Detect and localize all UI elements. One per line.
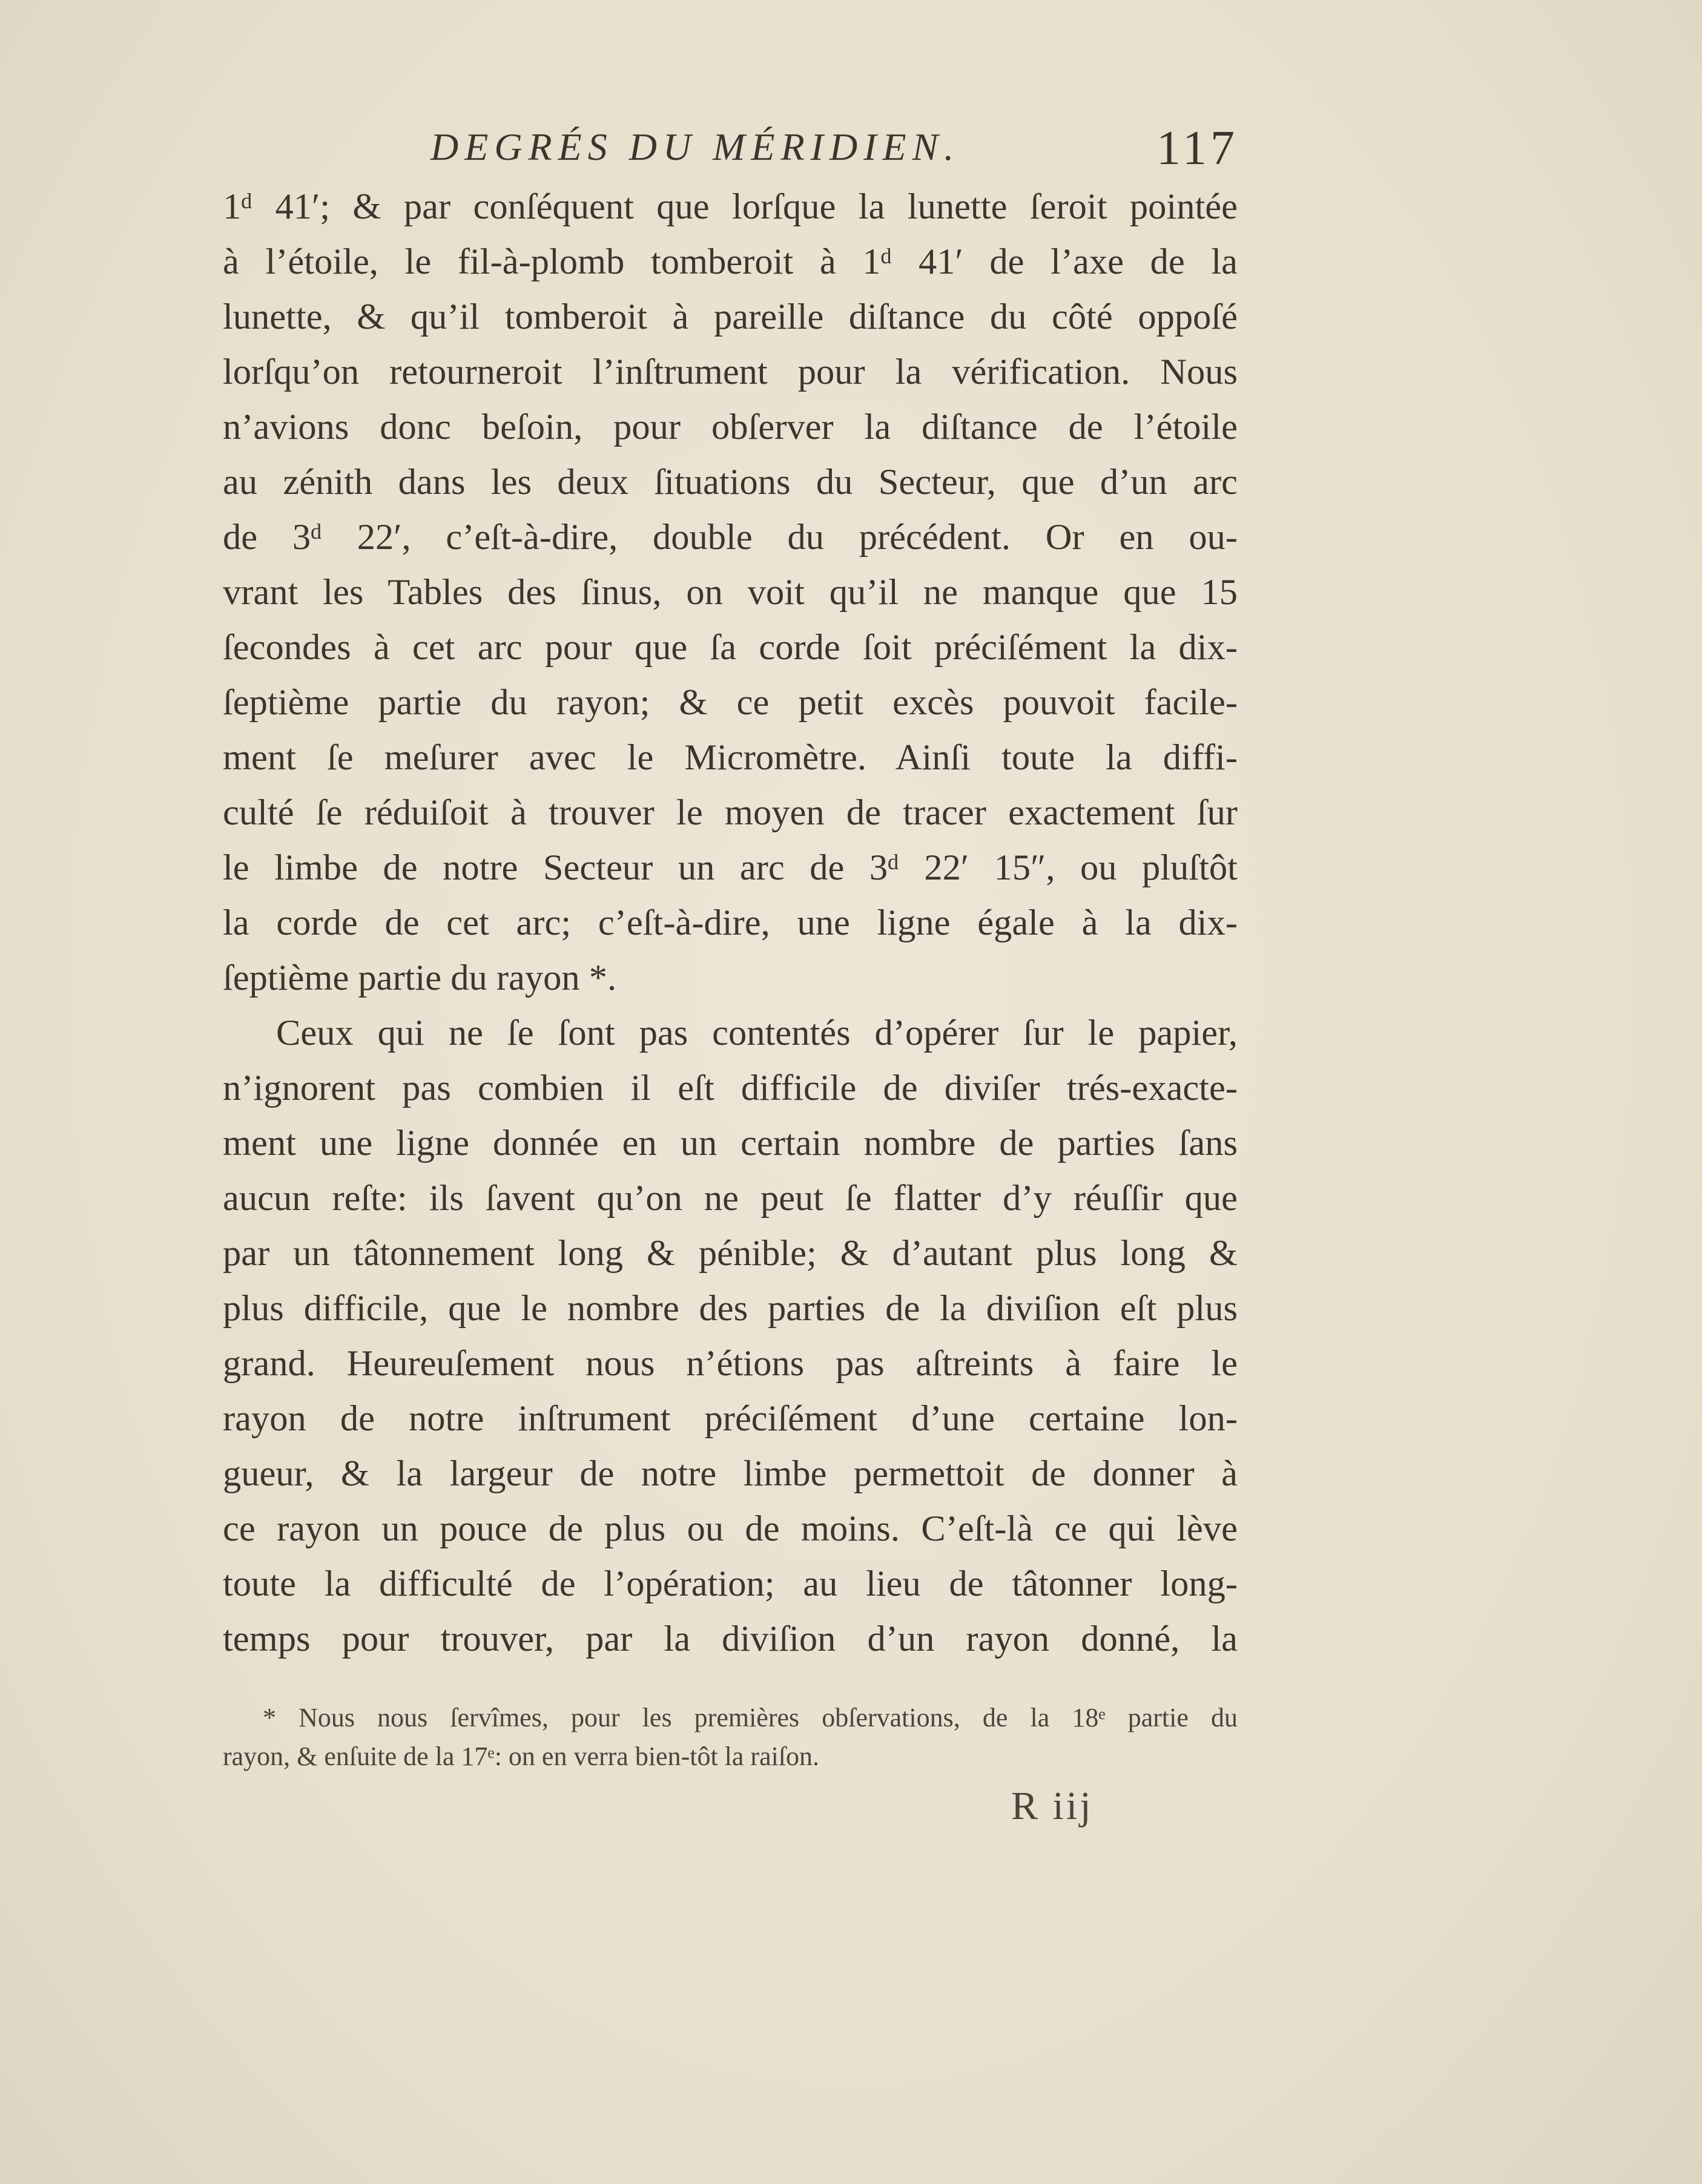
paragraph-start-line: Ceux qui ne ſe ſont pas contentés d’opérer ſur le papier, (276, 1013, 1238, 1053)
text-line: ſeptième partie du rayon; & ce petit excès pouvoit facile- (223, 682, 1238, 723)
text-line: plus difficile, que le nombre des parties de la diviſion eſt plus (223, 1288, 1238, 1329)
text-line: la corde de cet arc; c’eſt-à-dire, une ligne égale à la dix- (223, 903, 1238, 943)
text-line: aucun reſte: ils ſavent qu’on ne peut ſe flatter d’y réuſſir que (223, 1178, 1238, 1219)
running-title: DEGRÉS DU MÉRIDIEN. (430, 125, 960, 168)
text-line: n’ignorent pas combien il eſt difficile de diviſer trés-exacte- (223, 1068, 1238, 1108)
text-line: le limbe de notre Secteur un arc de 3ᵈ 22′ 15″, ou pluſtôt (223, 847, 1238, 888)
text-line: au zénith dans les deux ſituations du Secteur, que d’un arc (223, 462, 1238, 502)
text-line: ſecondes à cet arc pour que ſa corde ſoit préciſément la dix- (223, 627, 1238, 668)
text-line: toute la difficulté de l’opération; au lieu de tâtonner long- (223, 1564, 1238, 1604)
page-number: 117 (1156, 122, 1238, 175)
text-line: ſeptième partie du rayon *. (223, 958, 617, 998)
text-line: culté ſe réduiſoit à trouver le moyen de tracer exactement ſur (223, 792, 1238, 833)
text-line: ment ſe meſurer avec le Micromètre. Ainſi toute la diffi- (223, 737, 1238, 778)
text-line: ce rayon un pouce de plus ou de moins. C’eſt-là ce qui lève (223, 1508, 1238, 1549)
text-line: temps pour trouver, par la diviſion d’un rayon donné, la (223, 1619, 1238, 1659)
text-line: gueur, & la largeur de notre limbe permettoit de donner à (223, 1453, 1238, 1494)
footnote-line: rayon, & enſuite de la 17ᵉ: on en verra bien-tôt la raiſon. (223, 1742, 820, 1771)
text-line: grand. Heureuſement nous n’étions pas aſtreints à faire le (223, 1343, 1238, 1384)
text-line: à l’étoile, le fil-à-plomb tomberoit à 1ᵈ 41′ de l’axe de la (223, 242, 1238, 282)
text-line: ment une ligne donnée en un certain nombre de parties ſans (223, 1123, 1238, 1163)
page-header (221, 121, 1238, 176)
footnote-line: * Nous nous ſervîmes, pour les premières obſervations, de la 18ᵉ partie du (263, 1703, 1238, 1732)
text-line: lunette, & qu’il tomberoit à pareille diſtance du côté oppoſé (223, 297, 1238, 337)
text-line: 1ᵈ 41′; & par conſéquent que lorſque la lunette ſeroit pointée (223, 186, 1238, 227)
text-line: de 3ᵈ 22′, c’eſt-à-dire, double du précédent. Or en ou- (223, 517, 1238, 558)
text-line: par un tâtonnement long & pénible; & d’autant plus long & (223, 1233, 1238, 1274)
text-line: vrant les Tables des ſinus, on voit qu’il ne manque que 15 (223, 572, 1238, 613)
text-line: lorſqu’on retourneroit l’inſtrument pour la vérification. Nous (223, 352, 1238, 392)
footnote (223, 1699, 1238, 1776)
main-text (223, 179, 1238, 1666)
text-line: n’avions donc beſoin, pour obſerver la diſtance de l’étoile (223, 407, 1238, 447)
text-line: rayon de notre inſtrument préciſément d’une certaine lon- (223, 1398, 1238, 1439)
signature-mark: R iij (1011, 1784, 1093, 1828)
